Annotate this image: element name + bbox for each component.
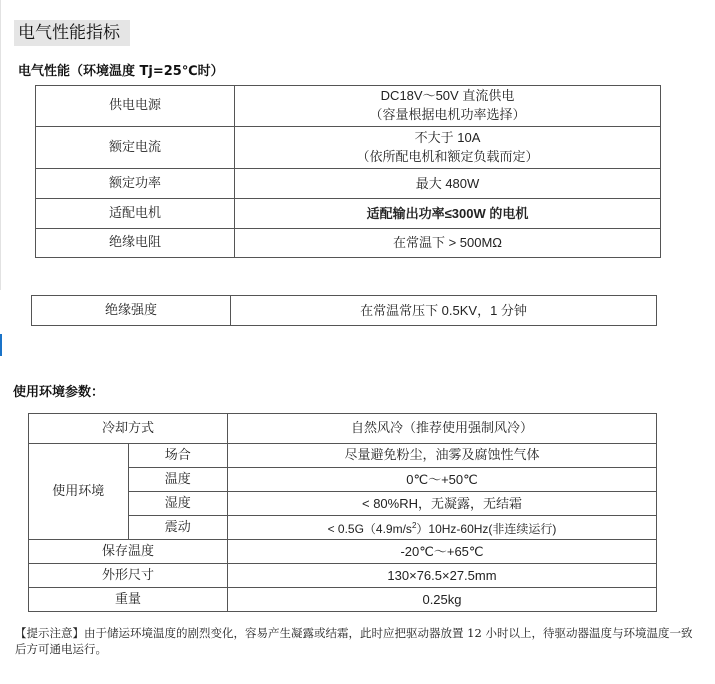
row-value: < 80%RH，无凝露，无结霜	[228, 492, 657, 516]
row-label: 温度	[128, 468, 228, 492]
value-line: DC18V～50V 直流供电	[380, 88, 515, 103]
caution-note: 【提示注意】由于储运环境温度的剧烈变化，容易产生凝露或结霜，此时应把驱动器放置 12 小时以上，待驱动器温度与环境温度一致后方可通电运行。	[15, 626, 693, 656]
table-row	[36, 229, 661, 258]
row-label: 保存温度	[29, 540, 228, 564]
row-value	[235, 127, 661, 169]
row-label: 重量	[29, 588, 228, 612]
environment-table	[28, 413, 657, 612]
row-label: 震动	[128, 516, 228, 540]
table-row	[29, 540, 657, 564]
insulation-strength-table	[31, 295, 657, 326]
row-value: 在常温下 > 500MΩ	[235, 229, 661, 258]
value-line: 不大于 10A	[414, 129, 481, 145]
row-value: 0℃～+50℃	[228, 468, 657, 492]
table-row	[29, 444, 657, 468]
row-value: 0.25kg	[228, 588, 657, 612]
row-value: 在常温常压下 0.5KV，1 分钟	[231, 296, 657, 326]
row-value: 最大 480W	[235, 169, 661, 199]
page-title: 电气性能指标	[18, 23, 120, 43]
row-label: 绝缘电阻	[36, 229, 235, 258]
left-rule	[0, 0, 1, 290]
row-value: 自然风冷（推荐使用强制风冷）	[228, 414, 657, 444]
row-label: 外形尺寸	[29, 564, 228, 588]
electrical-section-heading: 电气性能（环境温度 Tj=25℃时）	[18, 64, 224, 79]
superscript: 2	[411, 521, 417, 530]
row-value	[228, 516, 657, 540]
table-row	[36, 86, 661, 127]
table-row	[36, 127, 661, 169]
value-part: < 0.5G（4.9m/s	[327, 522, 412, 536]
row-value: 130×76.5×27.5mm	[228, 564, 657, 588]
value-line: （依所配电机和额定负载而定）	[356, 149, 539, 165]
table-row	[29, 564, 657, 588]
table-row	[36, 169, 661, 199]
row-value: 尽量避免粉尘，油雾及腐蚀性气体	[228, 444, 657, 468]
environment-section-heading: 使用环境参数：	[13, 385, 105, 400]
table-row	[29, 588, 657, 612]
row-label: 冷却方式	[29, 414, 228, 444]
row-label: 湿度	[128, 492, 228, 516]
row-label: 场合	[128, 444, 228, 468]
row-label: 绝缘强度	[32, 296, 231, 326]
electrical-table	[35, 85, 661, 258]
table-row	[29, 414, 657, 444]
row-value: 适配输出功率≤300W 的电机	[235, 199, 661, 229]
row-label: 供电电源	[36, 86, 235, 127]
row-label: 适配电机	[36, 199, 235, 229]
row-value	[235, 86, 661, 127]
row-value: -20℃～+65℃	[228, 540, 657, 564]
table-row	[32, 296, 657, 326]
row-label: 额定功率	[36, 169, 235, 199]
blue-marker	[0, 334, 2, 356]
table-row	[36, 199, 661, 229]
group-label: 使用环境	[29, 444, 129, 540]
value-part: ）10Hz-60Hz(非连续运行)	[416, 522, 557, 536]
row-label: 额定电流	[36, 127, 235, 169]
value-line: （容量根据电机功率选择）	[369, 108, 526, 123]
